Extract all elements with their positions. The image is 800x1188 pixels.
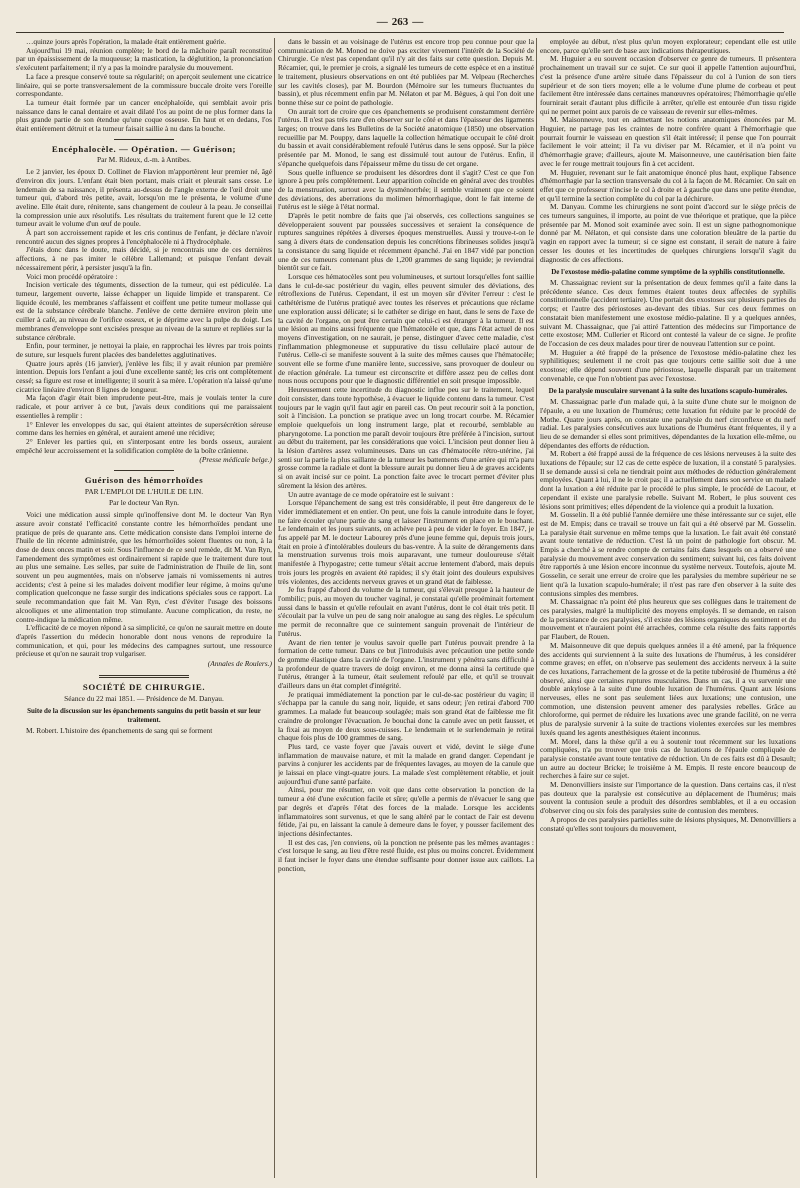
paragraph: Je pratiquai immédiatement la ponction par le cul-de-sac postérieur du vagin; il s'échappa par la canule du sang noir, liquide, et sans odeur; j'en retirai d'abord 700 grammes. La malade fut beaucoup soulagée; mais son grand état de faiblesse me fit craindre de prolonger l'évacuation. Je bouchai donc la canule avec un petit fausset, et la fixai au moyen de deux sous-cuisses. Le lendemain et le surlendemain je retirai chaque fois plus de 100 grammes de sang. bbox=[278, 689, 534, 743]
paragraph: On aurait tort de croire que ces épanchements se produisent constamment derrière l'utérus. Il n'est pas très rare d'en observer sur le côté et dans l'épaisseur des ligaments larges; on trouve dans les Bulletins de la Société anatomique (1850) une observation recueillie par M. Pouppy, dans laquelle la collection hématique occupait le côté droit du bassin et avait considérablement refoulé l'utérus dans le sens opposé. Sur la pièce présentée par M. Monod, le sang est dissimulé tout autour de l'utérus. Enfin, il s'épanche quelquefois dans l'épaisseur même du tissu de cet organe. bbox=[278, 106, 534, 168]
paragraph: Il est des cas, j'en conviens, où la ponction ne présente pas les mêmes avantages : c'est lorsque le sang, au lieu d'être resté fluide, est plus ou moins concret. Évidemment il faut inciser le foyer dans une étendue suffisante pour donner issue aux caillots. La ponction, bbox=[278, 837, 534, 873]
paragraph: M. Danyau. Comme les chirurgiens ne sont point d'accord sur le siège précis de ces tumeurs sanguines, il importe, au point de vue théorique et pratique, que la pièce présentée par M. Monod soit examinée avec soin. Il est un signe pathognomonique donné par M. Nélaton, et qui consiste dans une coloration bleuâtre de la partie du vagin en rapport avec la tumeur; si ce signe est constant, il serait de nature à faire cesser les doutes et les incertitudes de quelques chirurgiens lorsqu'il s'agit du diagnostic de ces affections. bbox=[540, 202, 796, 264]
column-separator bbox=[536, 38, 537, 1178]
paragraph: D'après le petit nombre de faits que j'ai observés, ces collections sanguines se développeraient souvent par poussées successives et seraient la conséquence de ruptures sanguines répétées à diverses époques menstruelles. Aussi y trouve-t-on le sang à divers états de condensation depuis les concrétions fibrineuses solides jusqu'à la consistance du sang liquide et récemment épanché. J'ai en 1847 vidé par ponction une de ces tumeurs contenant plus de 1,200 grammes de sang liquide; je reviendrai bientôt sur ce fait. bbox=[278, 211, 534, 273]
article-title: Guérison des hémorrhoïdes bbox=[84, 475, 204, 486]
section-divider bbox=[114, 470, 174, 471]
paragraph: dans le bassin et au voisinage de l'utérus est encore trop peu connue pour que la communication de M. Monod ne doive pas exciter vivement l'intérêt de la Société de Chirurgie. Ce n'est pas cependant qu'il n'y ait des faits sur cette question. Depuis M. Récamier, qui, le premier je crois, a signalé les tumeurs de cette espèce et en a institué le traitement, plusieurs observations en ont été publiées par M. Velpeau (Recherches sur les cavités closes), par M. Bourdon (Mémoire sur les tumeurs fluctuantes du bassin), et plus récemment enfin par M. Nélaton et par M. Bègues, à qui l'on doit une bonne thèse sur ce point de pathologie. bbox=[278, 38, 534, 107]
paragraph: Plus tard, ce vaste foyer que j'avais ouvert et vidé, devint le siège d'une inflammation de mauvaise nature, et mit la malade en grand danger. Cependant je parvins à conjurer les accidents par de fréquentes lavages, au moyen de la canule que je laissai en place vingt-quatre jours. La malade s'est complètement rétablie, et jouit aujourd'hui d'une santé parfaite. bbox=[278, 741, 534, 786]
discussion-subhead: Suite de la discussion sur les épanchements sanguins du petit bassin et sur leur traitement. bbox=[27, 707, 261, 724]
paragraph: À part son accroissement rapide et les cris continus de l'enfant, je déclare n'avoir rencontré aucun des signes propres à l'encéphalocèle ni à l'hydrocéphale. bbox=[16, 228, 272, 246]
paragraph: A propos de ces paralysies partielles suite de lésions physiques, M. Denonvilliers a constaté qu'elles sont toujours du mouvement, bbox=[540, 814, 796, 833]
paragraph: M. Robert. L'histoire des épanchements de sang qui se forment bbox=[26, 725, 213, 735]
paragraph: Quatre jours après (16 janvier), j'enlève les fils; il y avait réunion par première intention. Depuis lors l'enfant a joui d'une excellente santé; les cris ont complètement cessé; sa figure est rose et intelligente; il sourit à sa mère. L'opération n'a laissé qu'une cicatrice linéaire d'environ 8 lignes de longueur. bbox=[16, 358, 272, 394]
paragraph: M. Huguier a eu souvent occasion d'observer ce genre de tumeurs. Il présentera prochainement un travail sur ce sujet. Ce sur quoi il appelle l'attention aujourd'hui, c'est la présence d'une artère située dans l'épaisseur du col à l'union de son tiers supérieur et de son tiers moyen; elle a le volume d'une plume de corbeau et peut facilement être intéressée dans certaines manœuvres opératoires; l'hémorrhagie qu'elle fournirait serait d'autant plus difficile à arrêter, qu'elle est entourée d'un tissu rigide qui ne permet point aux parois de ce vaisseau de revenir sur elles-mêmes. bbox=[540, 54, 796, 116]
article-author: Par M. Rideux, d.-m. à Antibes. bbox=[96, 155, 192, 165]
paragraph: Enfin, pour terminer, je nettoyai la plaie, en rapprochai les lèvres par trois points de suture, sur lesquels furent placées des bandelettes agglutinatives. bbox=[16, 341, 272, 359]
article-source: (Annales de Roulers.) bbox=[207, 659, 272, 669]
paragraph: M. Huguier, revenant sur le fait anatomique énoncé plus haut, explique l'absence d'hémorrhagie par la section transversale du col à la façon de M. Récamier. On sait en effet que ce professeur n'incise le col à droite et à gauche que dans une petite étendue, et qu'il termine la section complète du col par la déchirure. bbox=[540, 167, 796, 203]
paragraph: Ma façon d'agir était bien imprudente peut-être, mais je voulais tenter la cure radicale, et pour arriver à ce but, j'avais deux conditions qui me paraissaient essentielles à remplir : bbox=[16, 393, 272, 420]
paragraph: 2° Enlever les parties qui, en s'interposant entre les bords osseux, auraient empêché leur accroissement et la solidification complète de la boîte crânienne. bbox=[16, 436, 272, 455]
paragraph: Aujourd'hui 19 mai, réunion complète; le bord de la mâchoire paraît reconstitué par un épaississement de la muqueuse; la mastication, la déglutition, la prononciation s'exécutent parfaitement; il n'y a pas la moindre paralysie du mouvement. bbox=[16, 45, 272, 73]
column-separator bbox=[274, 38, 275, 1178]
paragraph: Incision verticale des téguments, dissection de la tumeur, qui est pédiculée. La tumeur, largement ouverte, laisse échapper un liquide limpide et transparent. Ce liquide écoulé, les membranes s'affaissent et coiffent une petite tumeur mollasse qui est de la substance cérébrale blanche. J'enlève de cette dernière environ plein une cuiller à café, au niveau de l'orifice osseux, et je déprime avec la pulpe du doigt. Les membranes d'enveloppe sont excisées presque au niveau de la suture et repliées sur la substance cérébrale. bbox=[16, 280, 272, 342]
column-2 bbox=[278, 38, 534, 1184]
paragraph: Ainsi, pour me résumer, on voit que dans cette observation la ponction de la tumeur a été d'une exécution facile et sûre; qu'elle a permis de n'évacuer le sang que par degrés et d'après l'état des forces de la malade. Lorsque les accidents inflammatoires sont survenus, et que le sang altéré par le contact de l'air est devenu fétide, j'ai pu, en laissant la canule à demeure dans le foyer, y pousser facilement des injections désinfectantes. bbox=[278, 785, 534, 838]
header-rule bbox=[16, 32, 784, 33]
paragraph: Voici mon procédé opératoire : bbox=[26, 271, 118, 281]
paragraph: M. Huguier a été frappé de la présence de l'exostose médio-palatine chez les syphilitiques; seulement il ne croit pas que toujours cette saillie soit due à une exostose; elle dépend souvent d'une périostose, laquelle disparaît par un traitement convenable, ce que l'on n'obtient pas avec l'exostose. bbox=[540, 347, 796, 383]
article-source: (Presse médicale belge.) bbox=[199, 455, 272, 465]
paragraph: …quinze jours après l'opération, la malade était entièrement guérie. bbox=[26, 38, 226, 46]
page-number: — 263 — bbox=[0, 16, 800, 28]
paragraph: Heureusement cette incertitude du diagnostic influe peu sur le traitement, lequel doit consister, dans toute hypothèse, à évacuer le liquide contenu dans la tumeur. C'est toujours par le vagin qu'il faut agir en pareil cas. On peut recourir soit à la ponction, soit à l'incision. La ponction se pratique avec un long trocart courbe. M. Récamier emploie quelquefois un long instrument large, plat et recourbé, semblable au pharyngotome. La ponction me paraît devoir toujours être préférée à l'incision, surtout au début du traitement, par les considérations que voici. L'incision peut donner lieu à la lésion d'artères assez volumineuses. Dans un cas d'hématocèle rétro-utérine, j'ai senti sur la partie la plus saillante de la tumeur les battements d'une artère qui m'a paru grosse comme la radiale et dont la blessure aurait pu donner lieu à de graves accidents si on avait incisé sur ce point. La ponction faite avec le trocart permet d'éviter plus sûrement la lésion des artères. bbox=[278, 385, 534, 490]
meeting-line: Séance du 22 mai 1851. — Présidence de M. Danyau. bbox=[64, 693, 224, 703]
paragraph: employée au début, n'est plus qu'un moyen explorateur; cependant elle est utile encore, parce qu'elle sert de base aux indications thérapeutiques. bbox=[540, 38, 796, 55]
paragraph: Un autre avantage de ce mode opératoire est le suivant : bbox=[288, 489, 454, 499]
paragraph: La tumeur était formée par un cancer encéphaloïde, qui semblait avoir pris naissance dans le canal dentaire et avait dilaté l'os au point de ne plus former dans la plus grande partie de son étendue qu'une coque osseuse. En haut et en dedans, l'os était entièrement détruit et la tumeur faisait saillie à nu dans la bouche. bbox=[16, 97, 272, 134]
paragraph: M. Gosselin. Il a été publié l'année dernière une thèse intéressante sur ce sujet, elle est de M. Empis; dans ce travail se trouve un fait qui a été observé par M. Gosselin. La paralysie était survenue en même temps que la luxation. Le fait avait été constaté avant toute tentative de réduction. C'est là un point de pathologie fort obscur. M. Empis a cherché à se rendre compte de certains faits dans lesquels on a observé une paralysie du mouvement avec conservation du sentiment; suivant lui, ces faits doivent être rapportés à une lésion encore inconnue du système nerveux. Toutefois, ajoute M. Gosselin, ce serait une erreur de croire que les paralysies du membre supérieur ne se lient qu'à la luxation scapulo-humérale; il n'est pas rare d'en observer à la suite des contusions simples des membres. bbox=[540, 510, 796, 598]
column-1 bbox=[16, 38, 272, 1184]
section-divider bbox=[114, 139, 174, 140]
article-subtitle: PAR L'EMPLOI DE L'HUILE DE LIN. bbox=[84, 486, 204, 496]
paragraph: 1° Enlever les enveloppes du sac, qui étaient atteintes de supersécrétion séreuse comme dans les hernies en général, et auraient amené une récidive; bbox=[16, 419, 272, 438]
paragraph: La face a presque conservé toute sa régularité; on aperçoit seulement une cicatrice linéaire, qui se porte transversalement de la commissure buccale droite vers l'oreille correspondante. bbox=[16, 71, 272, 99]
paragraph: Sous quelle influence se produisent les désordres dont il s'agit? C'est ce que l'on ignore à peu près complètement. Leur apparition coïncide en général avec des troubles de la menstruation, surtout avec la dysménorrhée; il semble vraiment que ce soient des déviations, des aberrations du molimen hémorrhagique, dont le fait interne de l'utérus est le siège à l'état normal. bbox=[278, 167, 534, 212]
paragraph: M. Chassaignac revient sur la présentation de deux femmes qu'il a faite dans la précédente séance. Ces deux femmes étaient toutes deux affectées de syphilis constitutionnelle (accident tertiaire). Une portait des exostoses sur plusieurs parties du corps; et l'autre des périostoses au-devant des tibias. Sur ces deux femmes on constatait bien manifestement une exostose médio-palatine. Il y a quelques années, suivant M. Chassaignac, que j'ai attiré l'attention des médecins sur l'importance de cette exostose; MM. Cullerier et Ricord ont contesté la valeur de ce signe. Je profite de l'occasion de ces deux malades pour tirer de nouveau l'attention sur ce point. bbox=[540, 277, 796, 348]
paragraph: Lorsque l'épanchement de sang est très considérable, il peut être dangereux de le vider immédiatement et en entier. On peut, une fois la canule introduite dans le foyer, ne faire écouler qu'une partie du sang et laisser l'instrument en place en le bouchant. Le lendemain et les jours suivants, on achève peu à peu de vider le foyer. En 1847, je fus appelé par M. le docteur Labourey près d'une jeune femme qui, depuis trois jours, était en proie à d'intolérables douleurs du bas-ventre. À la suite de dérangements dans la menstruation survenus trois mois auparavant, une tumeur douloureuse s'était manifestée à l'hypogastre; cette tumeur s'était accrue lentement d'abord, mais depuis trois jours les progrès en avaient été rapides; il s'y était joint des douleurs expulsives très violentes, des accidents nerveux graves et un grand état de faiblesse. bbox=[278, 498, 534, 586]
paragraph: M. Denonvilliers insiste sur l'importance de la question. Dans certains cas, il n'est pas douteux que la paralysie est consécutive au déplacement de l'humérus; mais souvent la contusion seule a produit des désordres semblables, et il a eu occasion d'observer cinq ou six fois des paralysies suite de contusion des membres. bbox=[540, 780, 796, 816]
paragraph: M. Maisonneuve, tout en admettant les notions anatomiques énoncées par M. Huguier, ne partage pas les craintes de notre confrère quant à l'hémorrhagie que pourrait fournir le vaisseau en question s'il était intéressé; il pense que l'on pourrait facilement le voir atteint; il l'a vu diviser par M. Récamier, et il n'a point vu d'hémorrhagie grave; d'ailleurs, ajoute M. Maisonneuve, une cautérisation bien faite avec le fer rouge mettrait toujours fin à cet accident. bbox=[540, 115, 796, 168]
paragraph: Avant de rien tenter je voulus savoir quelle part l'utérus pouvait prendre à la formation de cette tumeur. Dans ce but j'introduisis avec précaution une petite sonde de gomme élastique dans la cavité de l'organe. L'instrument y pénétra sans difficulté à la profondeur de quatre travers de doigt environ, et me donna ainsi la certitude que l'utérus, étranger à la tumeur, était seulement refoulé par elle, et qu'il se trouvait d'ailleurs dans un état complet d'intégrité. bbox=[278, 637, 534, 691]
article-author: Par le docteur Van Ryn. bbox=[109, 498, 179, 508]
paragraph: M. Chassaignac n'a point été plus heureux que ses collègues dans le traitement de ces paralysies, malgré la multiplicité des moyens employés. Il se demande, en raison de la persistance de ces paralysies, s'il existe des lésions organiques du sentiment et du mouvement et n'auraient point été arrachées, comme cela résulte des faits rapportés par Flaubert, de Rouen. bbox=[540, 597, 796, 642]
paragraph: Le 2 janvier, les époux D. Collinet de Flavion m'apportèrent leur premier né, âgé d'environ dix jours. L'enfant était bien portant, mais criait et pleurait sans cesse. Le lendemain de sa naissance, il présenta au-dessus de l'angle externe de l'œil droit une tumeur qui, d'abord très petite, avait, lorsqu'on me le présenta, le volume d'une aveline. Elle était dure, rénitente, sans changement de couleur à la peau. Je conseillai la compression unie aux résolutifs. Les résultats du traitement furent que le 12 cette tumeur avait le volume d'un œuf de poule. bbox=[16, 167, 272, 229]
paragraph: Voici une médication aussi simple qu'inoffensive dont M. le docteur Van Ryn assure avoir constaté l'efficacité constante contre les hémorrhoïdes pendant une pratique de près de quarante ans. Cette médication consiste dans l'emploi interne de l'huile de lin récente administrée, que les hémorrhoïdes soient fluentes ou non, à la dose de deux onces matin et soir. Sous l'influence de ce seul remède, dit M. Van Ryn, l'amendement des symptômes est ordinairement si rapide que le traitement dure tout au plus une semaine. Les selles, par suite de l'administration de l'huile de lin, sont souvent un peu augmentées, mais on n'observe jamais ni vomissements ni autres accidents; c'est à peine si les malades doivent modifier leur régime, à moins qu'une complication quelconque ne fasse surgir des indications spéciales sous ce rapport. La seule recommandation que fait M. Van Ryn, c'est d'éviter l'usage des boissons alcooliques et une alimentation trop stimulante. Aucune complication, du reste, ne contre-indique la médication même. bbox=[16, 510, 272, 624]
article-title: Encéphalocèle. — Opération. — Guérison; bbox=[51, 143, 237, 154]
section-title: SOCIÉTÉ DE CHIRURGIE. bbox=[82, 681, 206, 692]
paragraph: M. Maisonneuve dit que depuis quelques années il a été amené, par la fréquence des accidents qui surviennent à la suite des luxations de l'humérus, à les considérer comme graves; en effet, on n'observe pas seulement des accidents nerveux à la suite de ces luxations, l'arrachement de la grosse et de la petite tubérosité de l'humérus a été observé, ainsi que certaines ruptures musculaires. Dans un cas, il a vu survenir une double ankylose à la suite d'une double luxation de l'humérus. Quant aux lésions nerveuses, elles ne sont pas seulement liées aux luxations; une contusion, une commotion, une distension peuvent amener des paralysies rebelles. Grâce au chloroforme, qui permet de réduire les luxations avec une grande facilité, on ne verra plus de paralysie survenir à la suite de tractions violentes exercées sur les membres luxés quand les agents anesthésiques étaient inconnus. bbox=[540, 640, 796, 737]
paragraph: L'efficacité de ce moyen répond à sa simplicité, ce qu'on ne saurait mettre en doute d'après l'assertion du médecin honorable dont nous venons de reproduire la communication, et qui, pour les médecins des campagnes surtout, une ressource précieuse et qu'on ne saurait trop vulgariser. bbox=[16, 623, 272, 659]
paragraph: M. Chassaignac parle d'un malade qui, à la suite d'une chute sur le moignon de l'épaule, a eu une luxation de l'humérus; cette luxation fut réduite par le procédé de Mothe. Quatre jours après, on constate une paralysie du nerf circonflexe et du nerf radial. Les paralysies consécutives aux luxations de l'humérus étant fréquentes, il y a lieu de se demander si elles sont primitives, dépendantes de la luxation elle-même, ou dépendantes des efforts de réduction. bbox=[540, 397, 796, 450]
paragraph: M. Morel, dans la thèse qu'il a eu à soutenir tout récemment sur les luxations compliquées, n'a pu trouver que trois cas de luxations de l'épaule compliquée de paralysie constatée avant toute tentative de réduction. Un de ces faits est dû à Desault; un autre au docteur Bricke; le troisième à M. Empis. Il reste encore beaucoup de recherches à faire sur ce sujet. bbox=[540, 736, 796, 781]
discussion-subhead: De la paralysie musculaire survenant à la suite des luxations scapulo-humérales. bbox=[548, 387, 788, 396]
paragraph: Je fus frappé d'abord du volume de la tumeur, qui s'élevait presque à la hauteur de l'ombilic; puis, au moyen du toucher vaginal, je constatai qu'elle proéminait fortement aussi dans le bassin et qu'elle refoulait en avant l'utérus, dont le col était très petit. Il s'écoulait par la vulve un peu de sang noir analogue au sang des règles. Le spéculum me permit de reconnaître que ce suintement sanguin provenait de l'intérieur de l'utérus. bbox=[278, 585, 534, 638]
section-divider bbox=[99, 675, 189, 678]
discussion-subhead: De l'exostose médio-palatine comme symptôme de la syphilis constitutionnelle. bbox=[551, 268, 785, 277]
paragraph: M. Robert a été frappé aussi de la fréquence de ces lésions nerveuses à la suite des luxations de l'épaule; sur 12 cas de cette espèce de luxation, il a constaté 5 paralysies. Il se demande aussi si cela ne tiendrait point aux méthodes de réduction généralement employées. Quant à lui, il ne le croit pas; il a actuellement dans son service un malade dont la luxation a été réduite par le procédé le plus simple, le procédé de Lacour, et cependant il existe une paralysie rebelle. Suivant M. Robert, le plus souvent ces lésions sont primitives; elles dépendent de la violence qui a produit la luxation. bbox=[540, 449, 796, 511]
paragraph: Lorsque ces hématocèles sont peu volumineuses, et surtout lorsqu'elles font saillie dans le cul-de-sac postérieur du vagin, elles peuvent simuler des déviations, des rétroflexions de l'utérus. Cependant, il est un moyen sûr d'éviter l'erreur : c'est le cathétérisme de l'utérus pratiqué avec toutes les réserves et précautions que réclame une exploration aussi délicate; si le cathéter se dirige en haut, dans le sens de l'axe de la cavité de l'organe, on peut être certain que celui-ci est étranger à la tumeur. Il est une lésion au moins aussi fréquente que l'hématocèle et que, dans l'état actuel de nos moyens d'investigation, on ne saurait, je pense, distinguer d'avec cette maladie, c'est l'inflammation phlegmoneuse et suppurative du tissu cellulaire placé autour de l'utérus. Celle-ci se manifeste souvent à la suite des mêmes causes que l'hématocèle; souvent elle se forme d'une manière lente, successive, sans provoquer de douleur ou de réaction générale. La tumeur est circonscrite et diffère assez peu de celles dont nous nous occupons pour que le diagnostic différentiel en soit presque impossible. bbox=[278, 271, 534, 386]
column-3 bbox=[540, 38, 796, 1184]
paragraph: J'étais donc dans le doute, mais décidé, si je rencontrais une de ces dernières affections, à ne pas imiter le célèbre Lallemand; et puisque l'enfant devait nécessairement périr, à persister jusqu'à la fin. bbox=[16, 245, 272, 272]
